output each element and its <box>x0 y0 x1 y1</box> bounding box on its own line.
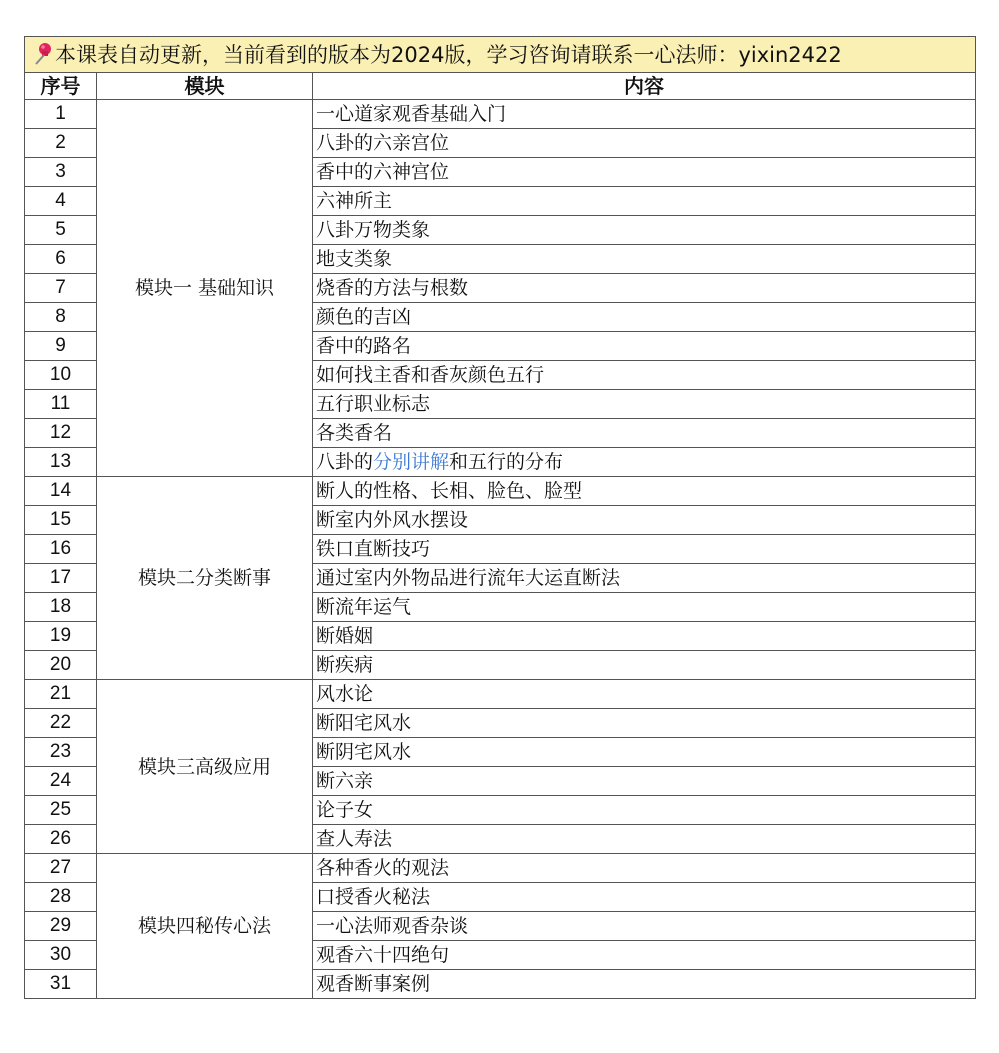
lesson-content: 五行职业标志 <box>313 390 976 419</box>
lesson-content: 一心道家观香基础入门 <box>313 100 976 129</box>
row-number: 25 <box>25 796 97 825</box>
row-number: 29 <box>25 912 97 941</box>
row-number: 30 <box>25 941 97 970</box>
row-number: 22 <box>25 709 97 738</box>
lesson-text-link[interactable]: 分别讲解 <box>373 451 450 473</box>
lesson-content: 断阳宅风水 <box>313 709 976 738</box>
row-number: 28 <box>25 883 97 912</box>
banner-cell <box>25 37 976 73</box>
row-number: 6 <box>25 245 97 274</box>
lesson-content: 六神所主 <box>313 187 976 216</box>
lesson-text-pre: 八卦的 <box>316 451 374 473</box>
row-number: 21 <box>25 680 97 709</box>
lesson-content: 风水论 <box>313 680 976 709</box>
table-row <box>25 100 976 129</box>
lesson-content: 观香六十四绝句 <box>313 941 976 970</box>
row-number: 5 <box>25 216 97 245</box>
lesson-content: 断六亲 <box>313 767 976 796</box>
lesson-content: 断流年运气 <box>313 593 976 622</box>
row-number: 11 <box>25 390 97 419</box>
row-number: 7 <box>25 274 97 303</box>
lesson-content: 香中的路名 <box>313 332 976 361</box>
row-number: 24 <box>25 767 97 796</box>
lesson-content: 各种香火的观法 <box>313 854 976 883</box>
row-number: 27 <box>25 854 97 883</box>
table-row <box>25 680 976 709</box>
lesson-content: 查人寿法 <box>313 825 976 854</box>
lesson-content <box>313 448 976 477</box>
row-number: 20 <box>25 651 97 680</box>
lesson-content: 观香断事案例 <box>313 970 976 999</box>
lesson-content: 断疾病 <box>313 651 976 680</box>
table-body <box>25 100 976 999</box>
row-number: 2 <box>25 129 97 158</box>
lesson-content: 论子女 <box>313 796 976 825</box>
row-number: 13 <box>25 448 97 477</box>
banner-text: 本课表自动更新，当前看到的版本为2024版，学习咨询请联系一心法师：yixin2422 <box>55 42 842 67</box>
lesson-content: 香中的六神宫位 <box>313 158 976 187</box>
row-number: 1 <box>25 100 97 129</box>
row-number: 12 <box>25 419 97 448</box>
lesson-content: 一心法师观香杂谈 <box>313 912 976 941</box>
module-name: 模块二分类断事 <box>97 477 313 680</box>
course-table <box>24 36 976 999</box>
table-row <box>25 477 976 506</box>
row-number: 16 <box>25 535 97 564</box>
lesson-content: 八卦万物类象 <box>313 216 976 245</box>
lesson-content: 断室内外风水摆设 <box>313 506 976 535</box>
lesson-content: 颜色的吉凶 <box>313 303 976 332</box>
lesson-content: 断阴宅风水 <box>313 738 976 767</box>
module-name: 模块四秘传心法 <box>97 854 313 999</box>
header-module: 模块 <box>97 73 313 100</box>
row-number: 8 <box>25 303 97 332</box>
lesson-content: 如何找主香和香灰颜色五行 <box>313 361 976 390</box>
lesson-content: 铁口直断技巧 <box>313 535 976 564</box>
table-row <box>25 854 976 883</box>
pushpin-icon <box>33 42 53 66</box>
row-number: 26 <box>25 825 97 854</box>
row-number: 23 <box>25 738 97 767</box>
lesson-content: 地支类象 <box>313 245 976 274</box>
lesson-content: 口授香火秘法 <box>313 883 976 912</box>
row-number: 31 <box>25 970 97 999</box>
header-seq: 序号 <box>25 73 97 100</box>
lesson-content: 断婚姻 <box>313 622 976 651</box>
lesson-content: 各类香名 <box>313 419 976 448</box>
row-number: 3 <box>25 158 97 187</box>
row-number: 10 <box>25 361 97 390</box>
lesson-content: 八卦的六亲宫位 <box>313 129 976 158</box>
lesson-content: 通过室内外物品进行流年大运直断法 <box>313 564 976 593</box>
row-number: 17 <box>25 564 97 593</box>
lesson-text-post: 和五行的分布 <box>449 451 564 473</box>
row-number: 15 <box>25 506 97 535</box>
lesson-content: 断人的性格、长相、脸色、脸型 <box>313 477 976 506</box>
row-number: 4 <box>25 187 97 216</box>
module-name: 模块一 基础知识 <box>97 100 313 477</box>
row-number: 19 <box>25 622 97 651</box>
row-number: 9 <box>25 332 97 361</box>
row-number: 18 <box>25 593 97 622</box>
row-number: 14 <box>25 477 97 506</box>
header-content: 内容 <box>313 73 976 100</box>
course-schedule-sheet <box>24 36 975 999</box>
module-name: 模块三高级应用 <box>97 680 313 854</box>
lesson-content: 烧香的方法与根数 <box>313 274 976 303</box>
